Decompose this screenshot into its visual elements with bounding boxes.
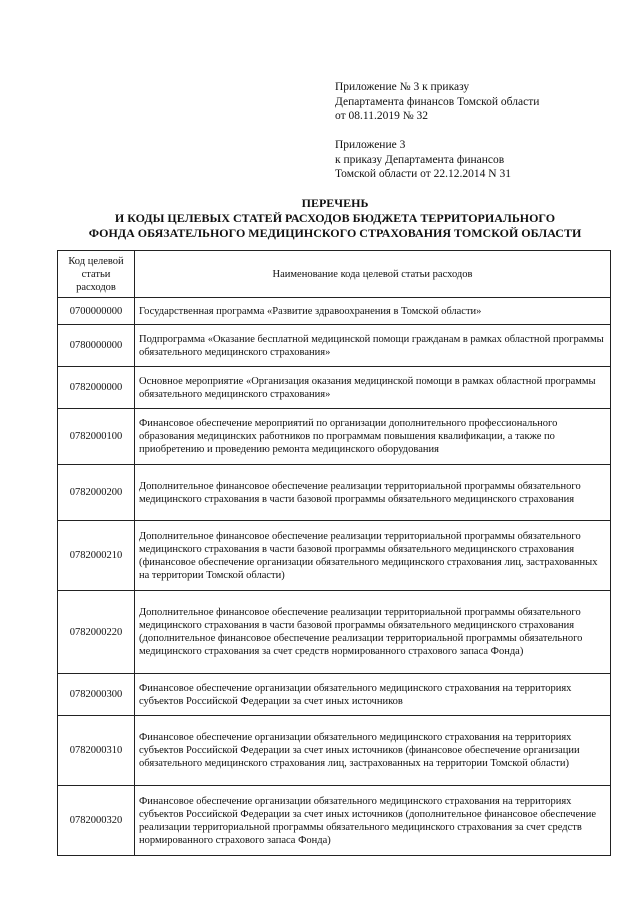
table-row	[58, 716, 611, 786]
header-line: Томской области от 22.12.2014 N 31	[335, 168, 511, 180]
code-cell: 0782000210	[58, 521, 135, 591]
code-cell: 0782000000	[58, 367, 135, 409]
name-cell: Финансовое обеспечение организации обязательного медицинского страхования на территориях субъектов Российской Федерации за счет иных источников (финансовое обеспечение организации обязательного медицинского страхования лиц, застрахованных на территории Томской области)	[135, 716, 611, 786]
table-row	[58, 465, 611, 521]
table-row	[58, 367, 611, 409]
header-line: от 08.11.2019 № 32	[335, 110, 429, 122]
name-cell: Финансовое обеспечение мероприятий по организации дополнительного профессионального образования медицинских работников по программам повышения квалификации, а также по приобретению и проведению ремонта медицинского оборудования	[135, 409, 611, 465]
table-row	[58, 591, 611, 674]
code-cell: 0782000200	[58, 465, 135, 521]
header-block-appendix	[335, 138, 511, 182]
header-line: Приложение 3	[335, 139, 406, 151]
code-cell: 0782000220	[58, 591, 135, 674]
code-cell: 0782000320	[58, 786, 135, 856]
column-header-name: Наименование кода целевой статьи расходов	[135, 251, 611, 298]
table-row	[58, 674, 611, 716]
table-row	[58, 298, 611, 325]
code-cell: 0782000100	[58, 409, 135, 465]
column-header-code: Код целевой статьи расходов	[58, 251, 135, 298]
header-line: Приложение № 3 к приказу	[335, 81, 470, 93]
code-cell: 0782000310	[58, 716, 135, 786]
name-cell: Финансовое обеспечение организации обязательного медицинского страхования на территориях субъектов Российской Федерации за счет иных источников (дополнительное финансовое обеспечение реализации территориальной программы обязательного медицинского страхования за счет средств нормированного страхового запаса Фонда)	[135, 786, 611, 856]
header-block-order	[335, 80, 539, 124]
name-cell: Дополнительное финансовое обеспечение реализации территориальной программы обязательного медицинского страхования в части базовой программы обязательного медицинского страхования (финансовое обеспечение организации обязательного медицинского страхования лиц, застрахованных на территории Томской области)	[135, 521, 611, 591]
name-cell: Подпрограмма «Оказание бесплатной медицинской помощи гражданам в рамках областной программы обязательного медицинского страхования»	[135, 325, 611, 367]
code-cell: 0700000000	[58, 298, 135, 325]
document-title-line: ПЕРЕЧЕНЬ	[301, 196, 369, 210]
table-row	[58, 521, 611, 591]
table-row	[58, 786, 611, 856]
document-title-line: ФОНДА ОБЯЗАТЕЛЬНОГО МЕДИЦИНСКОГО СТРАХОВАНИЯ ТОМСКОЙ ОБЛАСТИ	[88, 226, 582, 240]
header-line: Департамента финансов Томской области	[335, 95, 540, 108]
code-cell: 0780000000	[58, 325, 135, 367]
name-cell: Финансовое обеспечение организации обязательного медицинского страхования на территориях субъектов Российской Федерации за счет иных источников	[135, 674, 611, 716]
header-line: к приказу Департамента финансов	[335, 153, 505, 166]
table-row	[58, 409, 611, 465]
document-title-line: И КОДЫ ЦЕЛЕВЫХ СТАТЕЙ РАСХОДОВ БЮДЖЕТА ТЕРРИТОРИАЛЬНОГО	[114, 211, 556, 225]
name-cell: Государственная программа «Развитие здравоохранения в Томской области»	[135, 298, 611, 325]
codes-table	[57, 250, 611, 856]
name-cell: Дополнительное финансовое обеспечение реализации территориальной программы обязательного медицинского страхования в части базовой программы обязательного медицинского страхования (дополнительное финансовое обеспечение реализации территориальной программы обязательного медицинского страхования за счет средств нормированного страхового запаса Фонда)	[135, 591, 611, 674]
name-cell: Дополнительное финансовое обеспечение реализации территориальной программы обязательного медицинского страхования в части базовой программы обязательного медицинского страхования	[135, 465, 611, 521]
table-header-row	[58, 251, 611, 298]
code-cell: 0782000300	[58, 674, 135, 716]
table-row	[58, 325, 611, 367]
name-cell: Основное мероприятие «Организация оказания медицинской помощи в рамках областной программы обязательного медицинского страхования»	[135, 367, 611, 409]
